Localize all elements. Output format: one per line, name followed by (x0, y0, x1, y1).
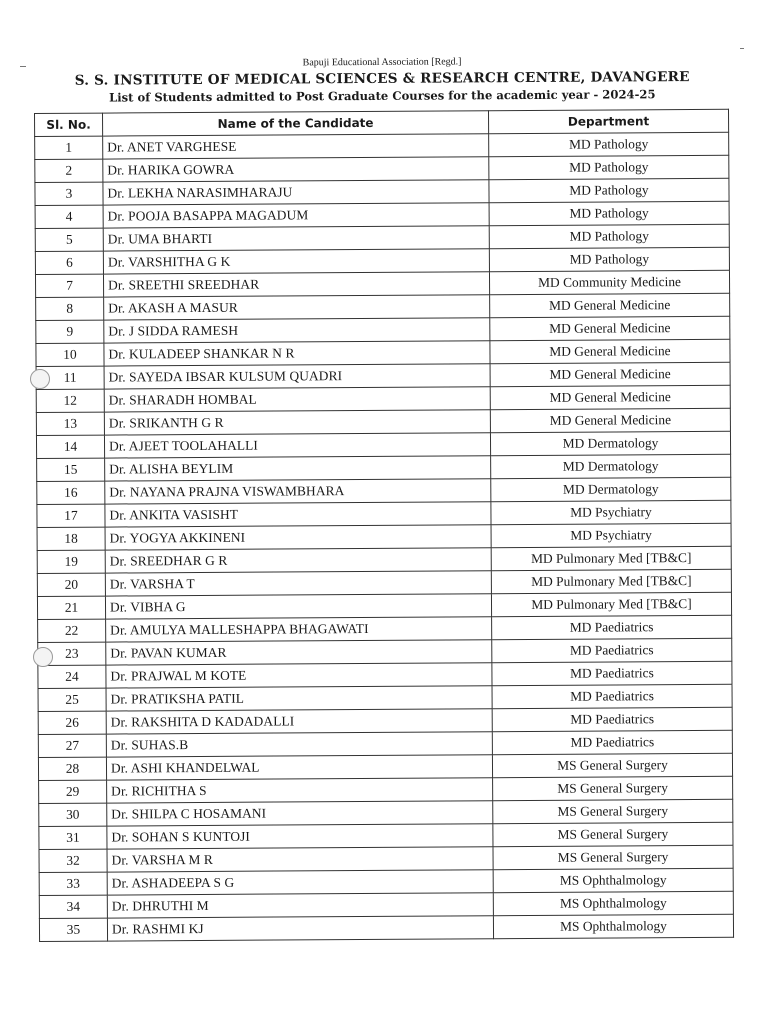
department-cell: MS Ophthalmology (493, 914, 733, 938)
serial-number-cell: 10 (36, 343, 104, 366)
serial-number-cell: 1 (35, 136, 103, 159)
serial-number-cell: 4 (35, 205, 103, 228)
serial-number-cell: 22 (38, 619, 106, 642)
candidate-name-cell: Dr. ASHADEEPA S G (107, 870, 493, 895)
candidate-name-cell: Dr. POOJA BASAPPA MAGADUM (103, 203, 489, 228)
candidate-name-cell: Dr. SREETHI SREEDHAR (103, 272, 489, 297)
candidate-name-cell: Dr. J SIDDA RAMESH (104, 318, 490, 343)
serial-number-cell: 5 (35, 228, 103, 251)
header-sl-no: Sl. No. (35, 113, 103, 136)
candidate-name-cell: Dr. VARSHITHA G K (103, 249, 489, 274)
serial-number-cell: 14 (36, 435, 104, 458)
department-cell: MD Community Medicine (489, 270, 729, 294)
department-cell: MD General Medicine (490, 293, 730, 317)
department-cell: MD Pathology (489, 178, 729, 202)
serial-number-cell: 20 (37, 573, 105, 596)
serial-number-cell: 3 (35, 182, 103, 205)
department-cell: MD Dermatology (490, 431, 730, 455)
serial-number-cell: 12 (36, 389, 104, 412)
department-cell: MS General Surgery (493, 776, 733, 800)
serial-number-cell: 17 (37, 504, 105, 527)
serial-number-cell: 18 (37, 527, 105, 550)
serial-number-cell: 13 (36, 412, 104, 435)
department-cell: MD Pathology (489, 201, 729, 225)
candidate-name-cell: Dr. ANET VARGHESE (103, 134, 489, 159)
serial-number-cell: 31 (39, 826, 107, 849)
punch-hole (30, 369, 50, 389)
department-cell: MS General Surgery (493, 822, 733, 846)
institute-name: S. S. INSTITUTE OF MEDICAL SCIENCES & RESEARCH CENTRE, DAVANGERE (74, 69, 690, 89)
candidate-name-cell: Dr. LEKHA NARASIMHARAJU (103, 180, 489, 205)
candidate-name-cell: Dr. PAVAN KUMAR (106, 640, 492, 665)
serial-number-cell: 15 (37, 458, 105, 481)
candidate-name-cell: Dr. SHILPA C HOSAMANI (107, 801, 493, 826)
punch-hole (33, 647, 53, 667)
serial-number-cell: 11 (36, 366, 104, 389)
department-cell: MD Paediatrics (492, 730, 732, 754)
department-cell: MD Psychiatry (491, 523, 731, 547)
candidate-name-cell: Dr. SRIKANTH G R (104, 410, 490, 435)
department-cell: MD General Medicine (490, 316, 730, 340)
candidate-name-cell: Dr. AKASH A MASUR (104, 295, 490, 320)
department-cell: MD Pathology (489, 132, 729, 156)
serial-number-cell: 35 (39, 918, 107, 941)
serial-number-cell: 28 (38, 757, 106, 780)
scan-speck (740, 48, 744, 49)
department-cell: MD General Medicine (490, 408, 730, 432)
candidate-name-cell: Dr. RICHITHA S (107, 778, 493, 803)
department-cell: MS General Surgery (493, 799, 733, 823)
department-cell: MD Pulmonary Med [TB&C] (491, 546, 731, 570)
candidate-name-cell: Dr. YOGYA AKKINENI (105, 525, 491, 550)
candidate-name-cell: Dr. VARSHA T (105, 571, 491, 596)
candidate-name-cell: Dr. ALISHA BEYLIM (105, 456, 491, 481)
candidate-name-cell: Dr. KULADEEP SHANKAR N R (104, 341, 490, 366)
candidate-name-cell: Dr. NAYANA PRAJNA VISWAMBHARA (105, 479, 491, 504)
department-cell: MS General Surgery (493, 845, 733, 869)
table-row (39, 914, 733, 941)
department-cell: MD Pulmonary Med [TB&C] (491, 569, 731, 593)
department-cell: MS General Surgery (492, 753, 732, 777)
serial-number-cell: 9 (36, 320, 104, 343)
serial-number-cell: 16 (37, 481, 105, 504)
department-cell: MD Paediatrics (492, 638, 732, 662)
candidate-name-cell: Dr. UMA BHARTI (103, 226, 489, 251)
candidate-name-cell: Dr. SAYEDA IBSAR KULSUM QUADRI (104, 364, 490, 389)
candidate-name-cell: Dr. DHRUTHI M (107, 893, 493, 918)
header-name: Name of the Candidate (103, 111, 489, 136)
serial-number-cell: 6 (35, 251, 103, 274)
candidate-name-cell: Dr. ANKITA VASISHT (105, 502, 491, 527)
serial-number-cell: 26 (38, 711, 106, 734)
department-cell: MD Paediatrics (492, 684, 732, 708)
candidate-name-cell: Dr. RASHMI KJ (107, 916, 493, 941)
table-body (35, 132, 734, 941)
department-cell: MS Ophthalmology (493, 891, 733, 915)
candidate-name-cell: Dr. SREEDHAR G R (105, 548, 491, 573)
department-cell: MD Pathology (489, 247, 729, 271)
department-cell: MD Pathology (489, 155, 729, 179)
candidate-name-cell: Dr. RAKSHITA D KADADALLI (106, 709, 492, 734)
serial-number-cell: 7 (35, 274, 103, 297)
serial-number-cell: 32 (39, 849, 107, 872)
department-cell: MD General Medicine (490, 339, 730, 363)
serial-number-cell: 8 (36, 297, 104, 320)
serial-number-cell: 23 (38, 642, 106, 665)
candidate-name-cell: Dr. PRAJWAL M KOTE (106, 663, 492, 688)
department-cell: MD General Medicine (490, 362, 730, 386)
candidate-name-cell: Dr. SOHAN S KUNTOJI (107, 824, 493, 849)
serial-number-cell: 34 (39, 895, 107, 918)
candidate-name-cell: Dr. PRATIKSHA PATIL (106, 686, 492, 711)
candidate-name-cell: Dr. SUHAS.B (106, 732, 492, 757)
candidate-name-cell: Dr. SHARADH HOMBAL (104, 387, 490, 412)
department-cell: MD Pathology (489, 224, 729, 248)
serial-number-cell: 27 (38, 734, 106, 757)
department-cell: MD Paediatrics (492, 661, 732, 685)
document-subtitle: List of Students admitted to Post Graduate Courses for the academic year - 2024-25 (109, 87, 656, 105)
department-cell: MS Ophthalmology (493, 868, 733, 892)
department-cell: MD Psychiatry (491, 500, 731, 524)
candidate-name-cell: Dr. VARSHA M R (107, 847, 493, 872)
header-department: Department (488, 109, 728, 133)
serial-number-cell: 29 (39, 780, 107, 803)
candidate-name-cell: Dr. AJEET TOOLAHALLI (104, 433, 490, 458)
serial-number-cell: 2 (35, 159, 103, 182)
document-header (36, 46, 728, 106)
admissions-table (34, 109, 734, 942)
candidate-name-cell: Dr. AMULYA MALLESHAPPA BHAGAWATI (106, 617, 492, 642)
serial-number-cell: 21 (37, 596, 105, 619)
candidate-name-cell: Dr. HARIKA GOWRA (103, 157, 489, 182)
candidate-name-cell: Dr. ASHI KHANDELWAL (106, 755, 492, 780)
department-cell: MD Pulmonary Med [TB&C] (491, 592, 731, 616)
serial-number-cell: 24 (38, 665, 106, 688)
department-cell: MD Dermatology (491, 454, 731, 478)
serial-number-cell: 30 (39, 803, 107, 826)
serial-number-cell: 33 (39, 872, 107, 895)
department-cell: MD Paediatrics (492, 615, 732, 639)
department-cell: MD Paediatrics (492, 707, 732, 731)
candidate-name-cell: Dr. VIBHA G (105, 594, 491, 619)
department-cell: MD General Medicine (490, 385, 730, 409)
department-cell: MD Dermatology (491, 477, 731, 501)
serial-number-cell: 25 (38, 688, 106, 711)
association-name: Bapuji Educational Association [Regd.] (302, 56, 462, 69)
scan-speck (20, 66, 26, 67)
admissions-table-wrapper (34, 109, 733, 942)
serial-number-cell: 19 (37, 550, 105, 573)
